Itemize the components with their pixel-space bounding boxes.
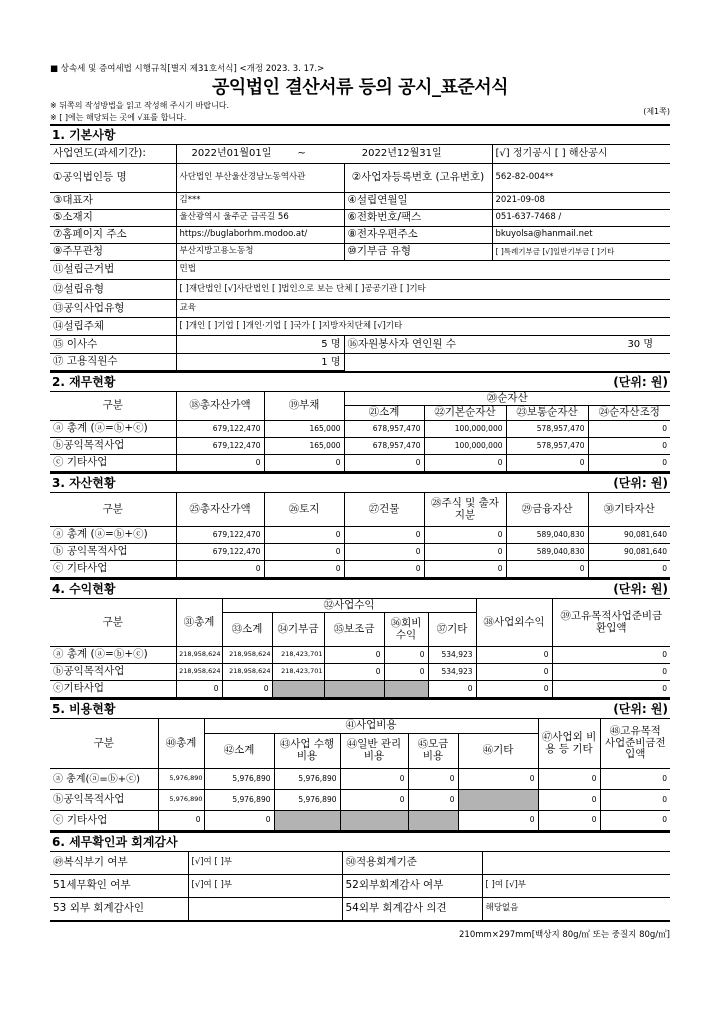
s4-cell: 218,423,701 <box>272 647 324 664</box>
s4-cell: 0 <box>324 664 384 681</box>
external-auditor-label: 53 외부 회계감사인 <box>50 898 188 921</box>
s5-header-admin: ㊹일반 관리비용 <box>340 734 408 769</box>
s3-header: ㉕총자산가액 <box>176 493 264 527</box>
s3-cell: 589,040,830 <box>506 544 588 561</box>
s2-cell: 0 <box>264 455 344 472</box>
s5-cell: 0 <box>458 769 538 790</box>
s5-header-other: ㊻기타 <box>458 734 538 769</box>
s3-cell: 0 <box>264 544 344 561</box>
s5-header-fundraising: ㊺모금 비용 <box>408 734 458 769</box>
s2-cell: 679,122,470 <box>176 421 264 438</box>
s2-cell: 0 <box>176 455 264 472</box>
form-page <box>50 62 670 940</box>
s4-header-business-revenue: ㉜사업수익 <box>222 599 476 613</box>
s5-header-program: ㊸사업 수행비용 <box>274 734 340 769</box>
donation-type-value: [ ]특례기부금 [√]일반기부금 [ ]기타 <box>492 244 670 261</box>
fiscal-year-label: 사업연도(과세기간): <box>50 145 176 164</box>
s3-cell: 0 <box>588 561 670 578</box>
s5-row-public-label: ⓑ공익목적사업 <box>50 790 158 811</box>
tax-check-value: [√]여 [ ]부 <box>188 875 342 898</box>
s5-cell: 0 <box>340 790 408 811</box>
s4-cell: 218,423,701 <box>272 664 324 681</box>
phone-value: 051-637-7468 / <box>492 210 670 227</box>
page-number: (제1쪽) <box>643 107 670 116</box>
s5-cell: 5,976,890 <box>274 769 340 790</box>
s3-header: 구분 <box>50 493 176 527</box>
s5-cell: 0 <box>158 811 204 831</box>
supervisor-value: 부산지방고용노동청 <box>176 244 344 261</box>
external-audit-label: 52외부회계감사 여부 <box>342 875 482 898</box>
s2-header-ordinary-net: ㉓보통순자산 <box>506 406 588 421</box>
s5-cell: 5,976,890 <box>274 790 340 811</box>
s4-cell: 534,923 <box>428 647 476 664</box>
s3-header: ㉘주식 및 출자지분 <box>424 493 506 527</box>
s3-cell: 0 <box>506 561 588 578</box>
basic-info-table <box>50 144 670 371</box>
s4-header-reserve: ㊴고유목적사업준비금 환입액 <box>552 599 670 647</box>
donation-type-label: ⑩기부금 유형 <box>344 244 492 261</box>
s3-cell: 0 <box>344 527 424 544</box>
s3-cell: 0 <box>424 527 506 544</box>
s3-row-public-label: ⓑ 공익목적사업 <box>50 544 176 561</box>
fiscal-period: 2022년01월01일 ~ 2022년12월31일 <box>176 145 492 164</box>
legal-basis-value: 민법 <box>176 261 670 280</box>
address-label: ⑤소재지 <box>50 210 176 227</box>
s4-cell: 0 <box>552 681 670 698</box>
s5-header-reserve: ㊽고유목적 사업준비금전 입액 <box>600 719 670 769</box>
section-1-title: 1. 기본사항 <box>52 128 116 142</box>
s2-cell: 0 <box>424 455 506 472</box>
s4-header-subtotal: ㉝소계 <box>222 613 272 647</box>
s4-cell: 0 <box>222 681 272 698</box>
s5-cell: 0 <box>340 769 408 790</box>
s3-cell: 0 <box>176 561 264 578</box>
s4-row-total-label: ⓐ 총계 (ⓐ=ⓑ+ⓒ) <box>50 647 176 664</box>
s2-row-total-label: ⓐ 총계 (ⓐ=ⓑ+ⓒ) <box>50 421 176 438</box>
external-audit-value: [ ]여 [√]부 <box>482 875 670 898</box>
s2-cell: 165,000 <box>264 421 344 438</box>
s4-cell: 0 <box>324 647 384 664</box>
business-number-label: ②사업자등록번호 (고유번호) <box>344 164 492 193</box>
s2-header-category: 구분 <box>50 392 176 421</box>
s3-header: ㉚기타자산 <box>588 493 670 527</box>
phone-label: ⑥전화번호/팩스 <box>344 210 492 227</box>
s5-cell: 0 <box>600 811 670 831</box>
org-name-label: ①공익법인등 명 <box>50 164 176 193</box>
s4-header-subsidies: ㉟보조금 <box>324 613 384 647</box>
form-title: 공익법인 결산서류 등의 공시_표준서식 <box>211 77 508 98</box>
s5-cell: 0 <box>600 769 670 790</box>
s5-cell: 0 <box>408 769 458 790</box>
s4-cell: 0 <box>176 681 222 698</box>
law-reference: ■ 상속세 및 증여세법 시행규칙[별지 제31호서식] <개정 2023. 3. 17.> <box>50 64 325 74</box>
audit-opinion-label: 54외부 회계감사 의견 <box>342 898 482 921</box>
tax-audit-table <box>50 851 670 922</box>
s2-row-public-label: ⓑ공익목적사업 <box>50 438 176 455</box>
s4-row-other-label: ⓒ기타사업 <box>50 681 176 698</box>
s5-cell: 0 <box>538 790 600 811</box>
homepage-label: ⑦홈페이지 주소 <box>50 227 176 244</box>
s2-cell: 0 <box>344 455 424 472</box>
s5-cell: 0 <box>538 811 600 831</box>
homepage-value: https://buglaborhm.modoo.at/ <box>176 227 344 244</box>
s4-cell: 218,958,624 <box>222 664 272 681</box>
s2-cell: 578,957,470 <box>506 421 588 438</box>
s3-cell: 90,081,640 <box>588 544 670 561</box>
business-number-value: 562-82-004** <box>492 164 670 193</box>
s4-cell: 0 <box>428 681 476 698</box>
s2-cell: 0 <box>588 421 670 438</box>
section-6-title: 6. 세무확인과 회계감사 <box>52 835 178 849</box>
established-value: 2021-09-08 <box>492 193 670 210</box>
s5-cell: 5,976,890 <box>204 790 274 811</box>
expense-status-table <box>50 718 670 831</box>
note-line-1: ※ 뒤쪽의 작성방법을 읽고 작성해 주시기 바랍니다. (제1쪽) <box>50 101 670 116</box>
s4-header-dues: ㊱회비 수익 <box>384 613 428 647</box>
asset-status-table <box>50 492 670 578</box>
volunteers-cell: ⑯자원봉사자 연인원 수 30 명 <box>344 336 670 354</box>
s5-header-subtotal: ㊷소계 <box>204 734 274 769</box>
s4-cell: 0 <box>384 647 428 664</box>
s3-cell: 0 <box>264 561 344 578</box>
s2-header-net-assets: ⑳순자산 <box>344 392 670 406</box>
directors-label: ⑮ 이사수 <box>50 336 176 354</box>
employees-value: 1 명 <box>176 354 344 371</box>
s2-cell: 165,000 <box>264 438 344 455</box>
founding-type-label: ⑫설립유형 <box>50 280 176 300</box>
business-type-label: ⑬공익사업유형 <box>50 300 176 318</box>
s4-cell: 534,923 <box>428 664 476 681</box>
established-label: ④설립연월일 <box>344 193 492 210</box>
disclosure-type: [√] 정기공시 [ ] 해산공시 <box>492 145 670 164</box>
directors-value: 5 명 <box>176 336 344 354</box>
s2-cell: 678,957,470 <box>344 421 424 438</box>
s4-header-nonbusiness: ㊳사업외수익 <box>476 599 552 647</box>
s4-header-donations: ㉞기부금 <box>272 613 324 647</box>
s4-cell: 0 <box>476 647 552 664</box>
email-label: ⑧전자우편주소 <box>344 227 492 244</box>
s2-header-adjustment: ㉔순자산조정 <box>588 406 670 421</box>
s2-cell: 0 <box>506 455 588 472</box>
s4-cell: 0 <box>476 664 552 681</box>
accounting-standard-value <box>482 852 670 875</box>
s4-cell: 0 <box>552 664 670 681</box>
s3-cell: 589,040,830 <box>506 527 588 544</box>
s3-row-other-label: ⓒ 기타사업 <box>50 561 176 578</box>
s4-cell: 0 <box>384 664 428 681</box>
s2-cell: 0 <box>588 438 670 455</box>
s3-cell: 679,122,470 <box>176 527 264 544</box>
employees-label: ⑰ 고용직원수 <box>50 354 176 371</box>
double-entry-value: [√]여 [ ]부 <box>188 852 342 875</box>
address-value: 울산광역시 울주군 금곡길 56 <box>176 210 344 227</box>
s5-cell: 0 <box>204 811 274 831</box>
s5-cell: 5,976,890 <box>204 769 274 790</box>
s2-cell: 679,122,470 <box>176 438 264 455</box>
s2-row-other-label: ⓒ 기타사업 <box>50 455 176 472</box>
s2-cell: 100,000,000 <box>424 421 506 438</box>
revenue-status-table <box>50 598 670 698</box>
paper-spec: 210mm×297mm[백상지 80g/㎡ 또는 중질지 80g/㎡] <box>459 929 670 940</box>
s3-header: ㉙금융자산 <box>506 493 588 527</box>
s3-cell: 679,122,470 <box>176 544 264 561</box>
s3-cell: 0 <box>344 561 424 578</box>
s5-cell: 5,976,890 <box>158 790 204 811</box>
s3-cell: 0 <box>424 561 506 578</box>
s5-header-category: 구분 <box>50 719 158 769</box>
s4-header-category: 구분 <box>50 599 176 647</box>
supervisor-label: ⑨주무관청 <box>50 244 176 261</box>
representative-label: ③대표자 <box>50 193 176 210</box>
s4-cell: 218,958,624 <box>176 664 222 681</box>
s4-header-total: ㉛총계 <box>176 599 222 647</box>
founding-type-value: [ ]재단법인 [√]사단법인 [ ]법인으로 보는 단체 [ ]공공기관 [ ]기타 <box>176 280 670 300</box>
s2-cell: 678,957,470 <box>344 438 424 455</box>
business-type-value: 교육 <box>176 300 670 318</box>
s2-cell: 0 <box>588 455 670 472</box>
s2-header-subtotal: ㉑소계 <box>344 406 424 421</box>
s4-row-public-label: ⓑ공익목적사업 <box>50 664 176 681</box>
s3-header: ㉖토지 <box>264 493 344 527</box>
s5-row-other-label: ⓒ 기타사업 <box>50 811 158 831</box>
audit-opinion-value: 해당없음 <box>482 898 670 921</box>
s5-cell: 0 <box>458 811 538 831</box>
s3-header: ㉗건물 <box>344 493 424 527</box>
s5-header-nonbusiness: ㊼사업외 비용 등 기타 <box>538 719 600 769</box>
org-name-value: 사단법인 부산울산경남노동역사관 <box>176 164 344 193</box>
s3-row-total-label: ⓐ 총계 (ⓐ=ⓑ+ⓒ) <box>50 527 176 544</box>
s4-cell: 218,958,624 <box>176 647 222 664</box>
double-entry-label: ㊾복식부기 여부 <box>50 852 188 875</box>
s5-cell: 0 <box>600 790 670 811</box>
s4-cell: 218,958,624 <box>222 647 272 664</box>
s4-cell: 0 <box>476 681 552 698</box>
s5-header-total: ㊵총계 <box>158 719 204 769</box>
tax-check-label: 51세무확인 여부 <box>50 875 188 898</box>
legal-basis-label: ⑪설립근거법 <box>50 261 176 280</box>
s2-header-liabilities: ⑲부채 <box>264 392 344 421</box>
s5-header-business-expense: ㊶사업비용 <box>204 719 538 734</box>
section-5-title: 5. 비용현황 (단위: 원) <box>52 702 668 716</box>
s2-cell: 100,000,000 <box>424 438 506 455</box>
s5-row-total-label: ⓐ 총계(ⓐ=ⓑ+ⓒ) <box>50 769 158 790</box>
section-2-title: 2. 재무현황 (단위: 원) <box>52 375 668 389</box>
email-value: bkuyolsa@hanmail.net <box>492 227 670 244</box>
financial-status-table <box>50 391 670 472</box>
s5-cell: 5,976,890 <box>158 769 204 790</box>
s5-cell: 0 <box>408 790 458 811</box>
founder-value: [ ]개인 [ ]기업 [ ]개인·기업 [ ]국가 [ ]지방자치단체 [√]기타 <box>176 318 670 336</box>
s2-cell: 578,957,470 <box>506 438 588 455</box>
section-4-title: 4. 수익현황 (단위: 원) <box>52 582 668 596</box>
s3-cell: 90,081,640 <box>588 527 670 544</box>
s2-header-basic-net: ㉒기본순자산 <box>424 406 506 421</box>
s3-cell: 0 <box>424 544 506 561</box>
representative-value: 김*** <box>176 193 344 210</box>
note-line-2: ※ [ ]에는 해당되는 곳에 √표를 합니다. <box>50 113 187 122</box>
s3-cell: 0 <box>344 544 424 561</box>
s2-header-assets: ⑱총자산가액 <box>176 392 264 421</box>
s4-header-other: ㊲기타 <box>428 613 476 647</box>
s4-cell: 0 <box>552 647 670 664</box>
founder-label: ⑭설립주체 <box>50 318 176 336</box>
external-auditor-value <box>188 898 342 921</box>
accounting-standard-label: ㊿적용회계기준 <box>342 852 482 875</box>
section-3-title: 3. 자산현황 (단위: 원) <box>52 476 668 490</box>
s5-cell: 0 <box>538 769 600 790</box>
s3-cell: 0 <box>264 527 344 544</box>
